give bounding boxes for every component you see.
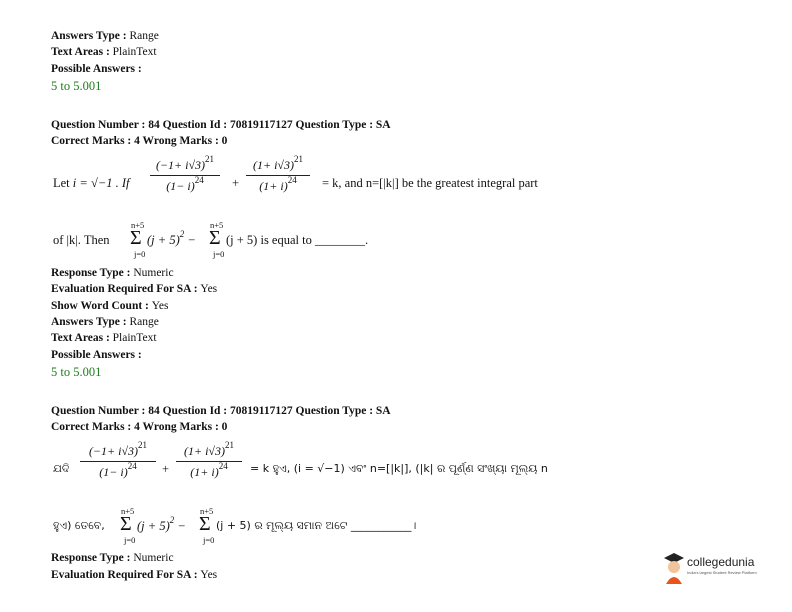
question-marks-3: Correct Marks : 4 Wrong Marks : 0	[51, 421, 228, 433]
term-1: $(j + 5)^2$ −	[147, 229, 196, 247]
equals-text: = k, and n=[|k|] be the greatest integral part	[322, 176, 538, 190]
plus-sign-3: +	[162, 462, 170, 476]
evaluation-line: Evaluation Required For SA : Yes	[51, 283, 218, 295]
response-type-line: Response Type : Numeric	[51, 267, 174, 279]
sigma-4-icon: Σ	[199, 513, 211, 535]
answer-range: 5 to 5.001	[51, 79, 102, 93]
possible-answers-label: Possible Answers :	[51, 63, 142, 75]
sum-2-upper: n+5	[210, 220, 224, 230]
answer-range-2: 5 to 5.001	[51, 365, 102, 379]
possible-answers-label-2: Possible Answers :	[51, 349, 142, 361]
question-marks: Correct Marks : 4 Wrong Marks : 0	[51, 135, 228, 147]
fraction-4: $(1+ i√3)^{21}$ $(1+ i)^{24}$	[176, 444, 242, 480]
fraction-1: $(-1+ i√3)^{21}$ $(1- i)^{24}$	[150, 158, 220, 194]
sum-1-upper: n+5	[131, 220, 145, 230]
fraction-2: $(1+ i√3)^{21}$ $(1+ i)^{24}$	[246, 158, 310, 194]
sum-4-lower: j=0	[203, 535, 215, 545]
logo-name: collegedunia	[687, 555, 755, 569]
term-3: $(j + 5)^2$ −	[137, 515, 186, 533]
sum-1-lower: j=0	[134, 249, 146, 259]
sum-2-lower: j=0	[213, 249, 225, 259]
question-header-3: Question Number : 84 Question Id : 70819117127 Question Type : SA	[51, 405, 391, 417]
sigma-1-icon: Σ	[130, 227, 142, 249]
word-count-line: Show Word Count : Yes	[51, 300, 169, 312]
question-text-let: Let i = √−1 . If	[53, 176, 130, 190]
sum-3-lower: j=0	[124, 535, 136, 545]
sum-4-upper: n+5	[200, 506, 214, 516]
odia-start: ଯଦି	[53, 462, 70, 475]
evaluation-line-3: Evaluation Required For SA : Yes	[51, 569, 218, 581]
text-areas-line: Text Areas : PlainText	[51, 46, 157, 58]
plus-sign: +	[232, 176, 240, 190]
text-areas-line-2: Text Areas : PlainText	[51, 332, 157, 344]
answers-type-line-2: Answers Type : Range	[51, 316, 159, 328]
sum-3-upper: n+5	[121, 506, 135, 516]
equals-text-3: = k ହୁଏ, (i = √−1) ଏବଂ n=[|k|], (|k| ର ପୂର୍ଣ୍ଣ ସଂଖ୍ୟା ମୂଲ୍ୟ n	[250, 462, 548, 475]
term-4: (j + 5) ର ମୂଲ୍ୟ ସମାନ ଅଟେ ___________।	[216, 519, 417, 532]
response-type-line-3: Response Type : Numeric	[51, 552, 174, 564]
fraction-3: $(-1+ i√3)^{21}$ $(1- i)^{24}$	[80, 444, 156, 480]
of-text: of |k|. Then	[53, 233, 110, 247]
graduate-mascot-icon	[663, 550, 685, 584]
odia-line2-start: ହୁଏ) ତେବେ,	[53, 519, 105, 532]
answers-type-line: Answers Type : Range	[51, 30, 159, 42]
term-2: (j + 5) is equal to ________.	[226, 233, 369, 247]
logo-tagline: India's largest Student Review Platform	[687, 570, 757, 575]
sigma-3-icon: Σ	[120, 513, 132, 535]
sigma-2-icon: Σ	[209, 227, 221, 249]
collegedunia-logo	[663, 548, 775, 588]
question-header: Question Number : 84 Question Id : 70819117127 Question Type : SA	[51, 119, 391, 131]
